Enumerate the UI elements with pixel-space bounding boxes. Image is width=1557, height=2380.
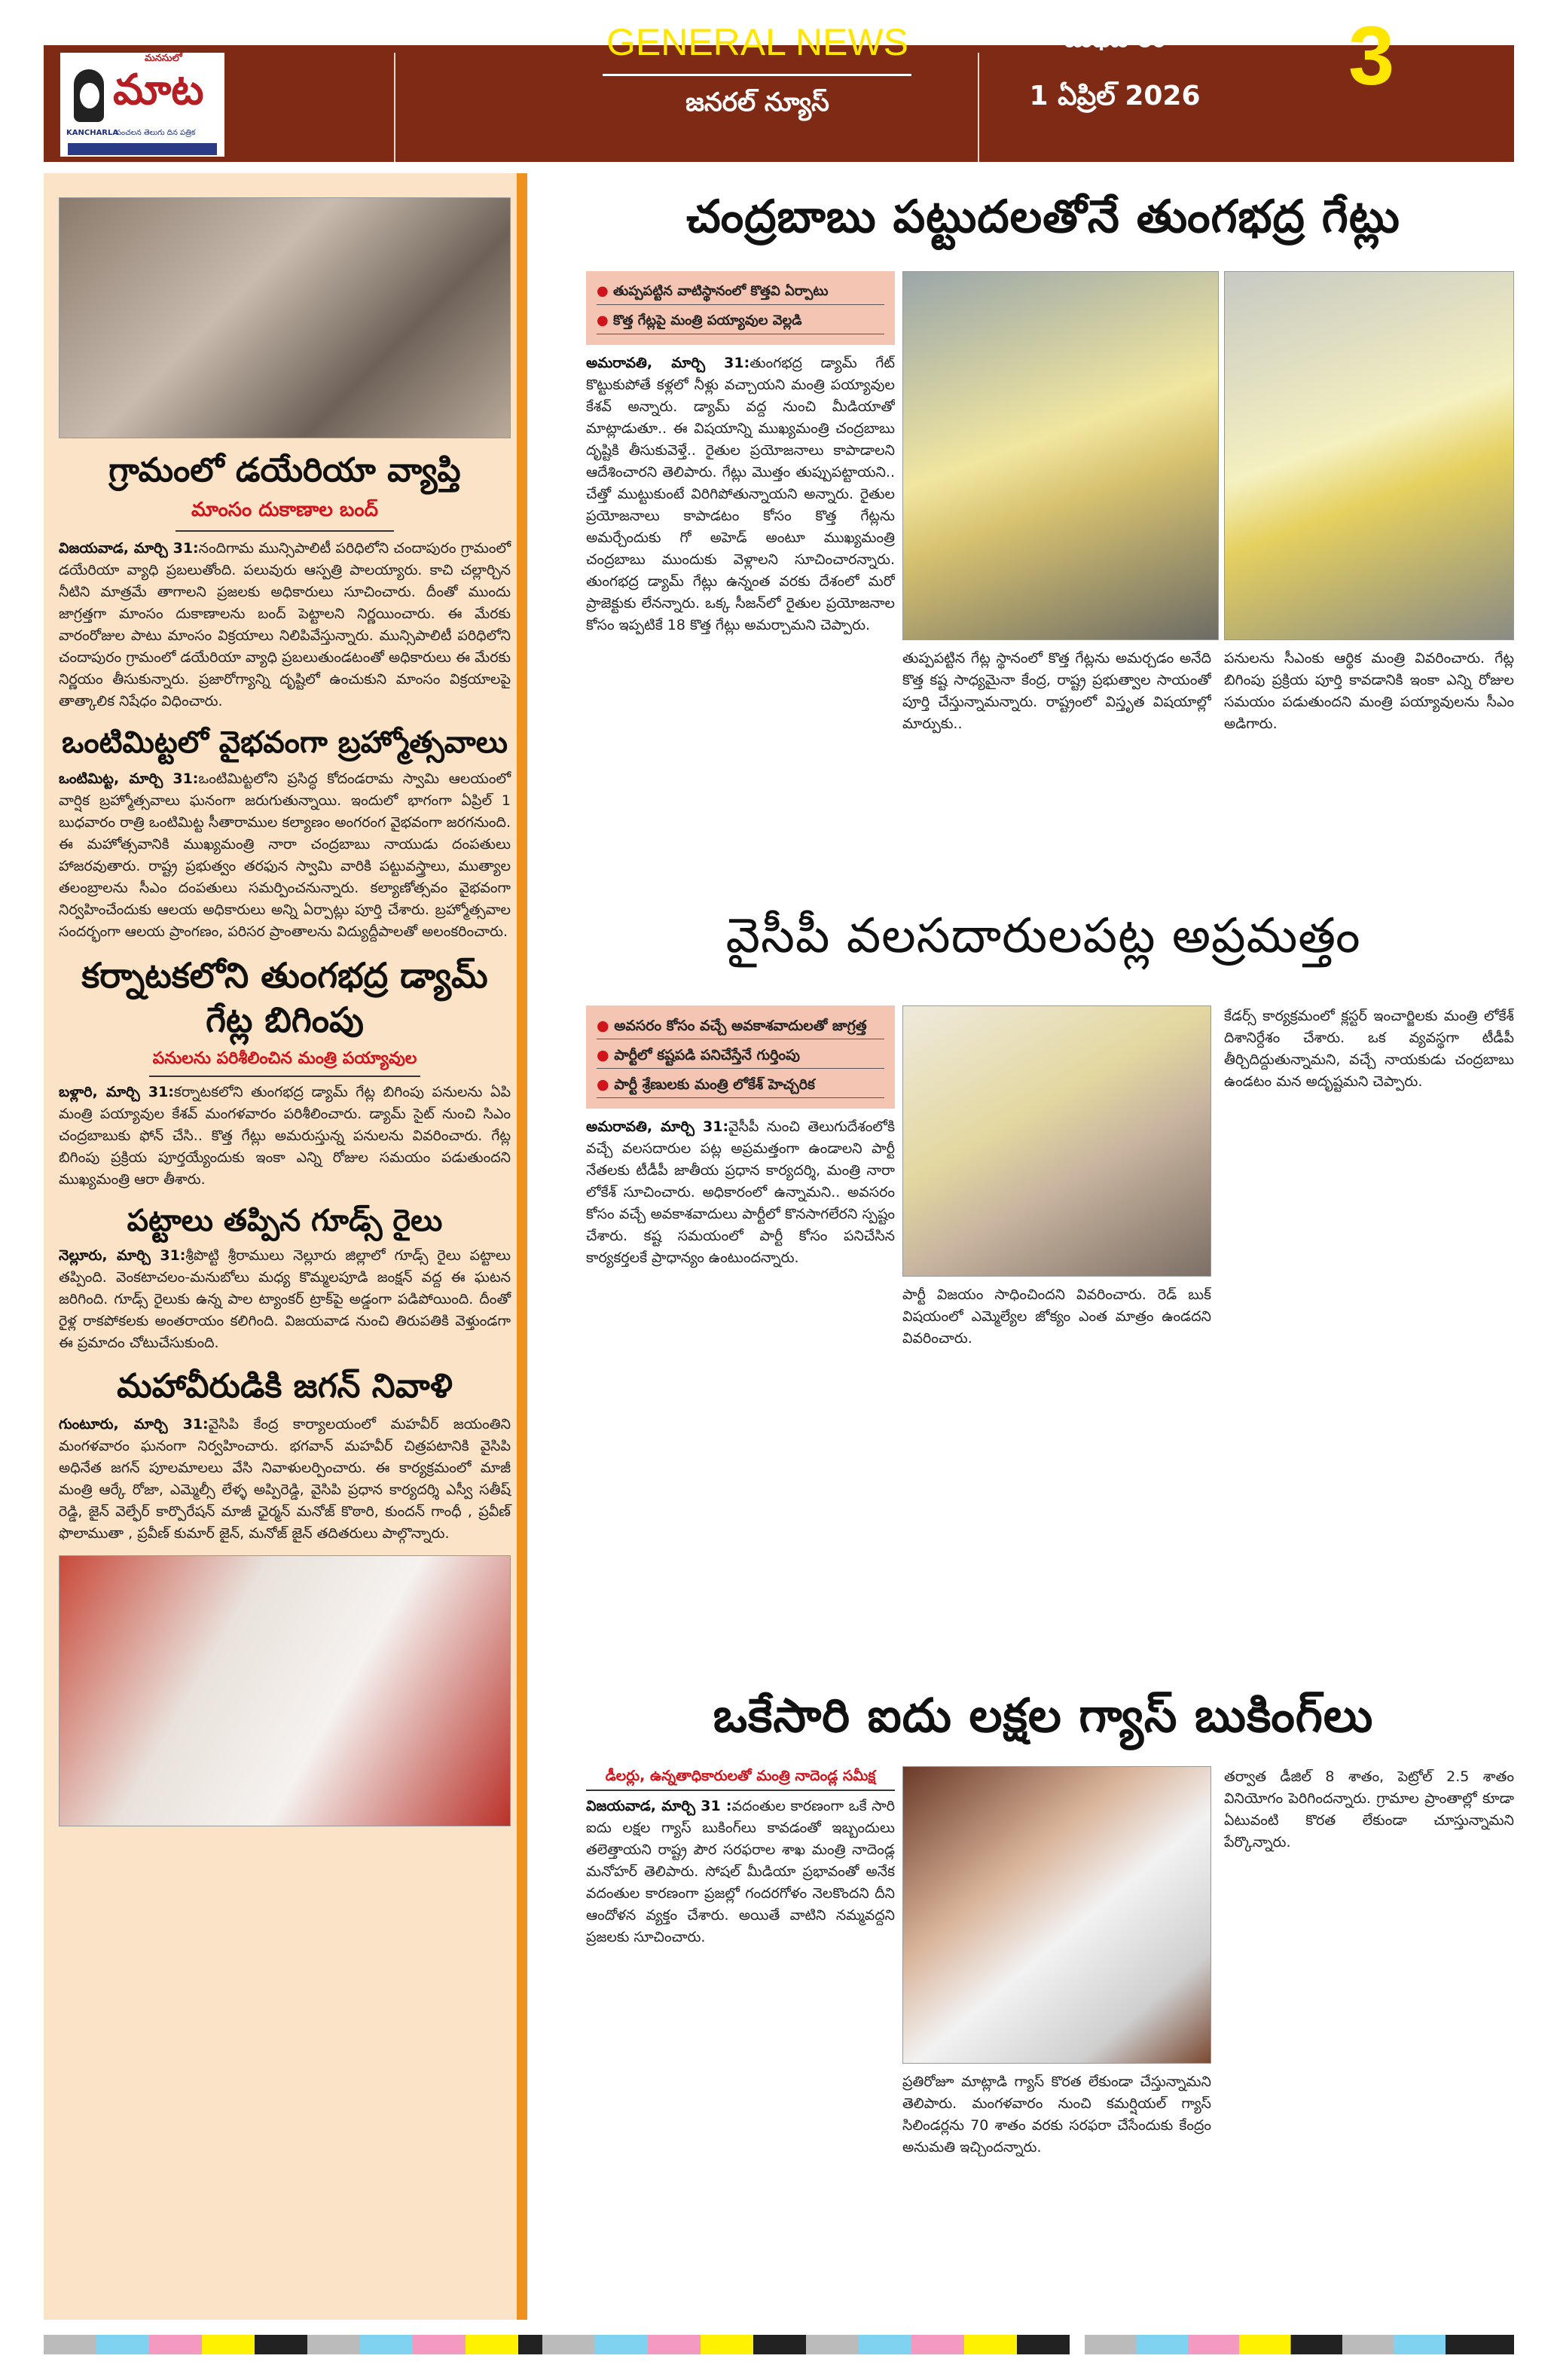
subheadline: మాంసం దుకాణాల బంద్ xyxy=(191,499,378,522)
newspaper-logo[interactable] xyxy=(60,53,224,157)
story2-text xyxy=(586,1005,895,1661)
story2-highlights xyxy=(586,1005,895,1109)
section-rule xyxy=(603,74,911,76)
story1-highlights xyxy=(586,271,895,345)
section-title-en: GENERAL NEWS xyxy=(606,21,908,63)
issue-date: 1 ఏప్రిల్ 2026 xyxy=(1029,81,1201,111)
dateline: బళ్లారి, మార్చి 31: xyxy=(59,1083,174,1100)
article-body: కర్నాటకలోని తుంగభద్ర డ్యామ్ గేట్ల బిగింపు పనులను ఏపి మంత్రి పయ్యావుల కేశవ్ మంగళవారం పరిశీలించారు. డ్యామ్ సైట్ నుంచి సిఎం చంద్రబాబుకు ఫోన్ చేసి.. కొత్త గేట్లు అమరుస్తున్న పనులను వివరించారు. గేట్ల బిగింపు ప్రక్రియ పూర్తయ్యేందుకు ఇంకా ఎన్ని రోజుల సమయం పడుతుందని ముఖ్యమంత్రి ఆరా తీశారు. xyxy=(59,1083,511,1188)
rule xyxy=(176,530,394,532)
headline-story3: ఒకేసారి ఐదు లక్షల గ్యాస్ బుకింగ్‌లు xyxy=(713,1688,1374,1743)
left-column-flow xyxy=(59,197,511,1826)
divider xyxy=(394,53,395,162)
article-mahavir xyxy=(59,1365,511,1545)
article-body: వైసిపి కేంద్ర కార్యాలయంలో మహవీర్ జయంతిని మంగళవారం ఘనంగా నిర్వహించారు. భగవాన్ మహవీర్ చిత్రపటానికి వైసిపి అధినేత జగన్ పూలమాలలు వేసి నివాళులర్పించారు. ఈ కార్యక్రమంలో మాజీ మంత్రి ఆర్కే రోజా, ఎమ్మెల్సీ లేళ్ళ అప్పిరెడ్డి, వైసిపి ప్రధాన కార్యదర్శి ఎస్వీ సతీష్ రెడ్డి, జైన్ వెల్ఫేర్ కార్పొరేషన్ మాజీ ఛైర్మన్ మనోజ్ కొఠారి, కుందన్ గాంధీ , ప్రవీణ్ ఫొలాముతా , ప్రవీణ్ కుమార్ జైన్, మనోజ్ జైన్ తదితరులు పాల్గొన్నారు. xyxy=(59,1416,511,1542)
article-body: తుంగభద్ర డ్యామ్ గేట్ కొట్టుకుపోతే కళ్లలో నీళ్లు వచ్చాయని మంత్రి పయ్యావుల కేశవ్ అన్నారు. డ్యామ్ వద్ద నుంచి మీడియాతో మాట్లాడుతూ.. ఈ విషయాన్ని ముఖ్యమంత్రి చంద్రబాబు దృష్టికి తీసుకువెళ్తే.. రైతుల ప్రయోజనాలు కాపాడాలని ఆదేశించారని తెలిపారు. గేట్లు మొత్తం తుప్పుపట్టాయని.. చేత్తో ముట్టుకుంటే విరిగిపోతున్నాయని అన్నారు. రైతుల ప్రయోజనాలు కాపాడటం కోసం కొత్త గేట్లను అమర్చేందుకు గో అహెడ్ అంటూ ముఖ్యమంత్రి చంద్రబాబు ముందుకు వెళ్లాలని సూచించారన్నారు. తుంగభద్ర డ్యామ్ గేట్లు ఉన్నంత వరకు దేశంలో మరో ప్రాజెక్టుకు లేనన్నారు. ఒక్క సీజన్‌లో రైతుల ప్రయోజనాల కోసం ఇప్పటికే 18 కొత్త గేట్లు అమర్చామని చెప్పారు. xyxy=(586,355,895,633)
headline: పట్టాలు తప్పిన గూడ్స్ రైలు xyxy=(127,1203,443,1238)
article-photo-chicken-notice xyxy=(59,197,511,438)
rule xyxy=(586,1790,895,1791)
highlight: ● తుప్పపట్టిన వాటిస్థానంలో కొత్తవి ఏర్పాటు xyxy=(597,279,884,305)
story1-photo-minister xyxy=(902,271,1219,640)
story3-photo-nadendla xyxy=(902,1766,1211,2064)
highlight: ● అవసరం కోసం వచ్చే అవకాశవాదులతో జాగ్రత్త xyxy=(597,1013,884,1039)
article-body: ప్రతిరోజూ మాట్లాడి గ్యాస్ కొరత లేకుండా చేస్తున్నామని తెలిపారు. మంగళవారం నుంచి కమర్షియల్ గ్యాస్ సిలిండర్లను 70 శాతం వరకు సరఫరా చేసేందుకు కేంద్రం అనుమతి ఇచ్చిందన్నారు. xyxy=(902,2073,1211,2156)
story3-text xyxy=(586,1766,895,2320)
highlight: ● కొత్త గేట్లపై మంత్రి పయ్యావుల వెల్లడి xyxy=(597,308,884,334)
story2-body xyxy=(586,1116,895,1269)
rule xyxy=(149,1076,420,1077)
dateline: విజయవాడ, మార్చి 31: xyxy=(59,539,199,557)
founder-portrait-icon xyxy=(74,69,104,122)
headline: మహావీరుడికి జగన్ నివాళి xyxy=(117,1366,453,1405)
article-body: వదంతుల కారణంగా ఒకే సారి ఐదు లక్షల గ్యాస్ బుకింగ్‌లు కావడంతో ఇబ్బందులు తలెత్తాయని రాష్ట్ర పౌర సరఫరాల శాఖ మంత్రి నాదెండ్ల మనోహర్ తెలిపారు. సోషల్ మీడియా ప్రభావంతో అనేక వదంతుల కారణంగా ప్రజల్లో గందరగోళం నెలకొందని దీని ఆందోళన వ్యక్తం చేశారు. అయితే వాటిని నమ్మవద్దని ప్రజలకు సూచించారు. xyxy=(586,1797,895,1945)
headline: ఒంటిమిట్టలో వైభవంగా బ్రహ్మోత్సవాలు xyxy=(62,725,508,760)
story1-body-col2 xyxy=(902,648,1211,874)
logo-bar xyxy=(68,143,217,155)
dateline: విజయవాడ, మార్చి 31 : xyxy=(586,1797,732,1814)
headline-story1: చంద్రబాబు పట్టుదలతోనే తుంగభద్ర గేట్లు xyxy=(686,191,1400,243)
story2-photo-lokesh xyxy=(902,1005,1211,1277)
page-number: 3 xyxy=(1348,10,1395,102)
logo-title: మాట xyxy=(113,65,204,114)
article-body: శ్రీపొట్టి శ్రీరాములు నెల్లూరు జిల్లాలో గూడ్స్ రైలు పట్టాలు తప్పింది. వెంకటాచలం-మనుబోలు మధ్య కొమ్మలపూడి జంక్షన్ వద్ద ఈ ఘటన జరిగింది. గూడ్స్ రైలుకు ఉన్న పాల ట్యాంకర్ ట్రాక్‌పై అడ్డంగా పడిపోయింది. దీంతో రైళ్ల రాకపోకలకు అంతరాయం కలిగింది. విజయవాడ నుంచి తిరుపతికి వెళ్తుండగా ఈ ప్రమాదం చోటుచేసుకుంది. xyxy=(59,1246,511,1351)
article-tungabhadra-gates xyxy=(59,954,511,1191)
headline: కర్నాటకలోని తుంగభద్ర డ్యామ్ గేట్ల బిగింపు xyxy=(81,954,488,1041)
article-body: తుప్పపట్టిన గేట్ల స్థానంలో కొత్త గేట్లను అమర్చడం అనేది కొత్త కష్ట సాధ్యమైనా కేంద్ర, రాష్ట్ర ప్రభుత్వాల సాయంతో పూర్తి చేస్తున్నామన్నారు. రాష్ట్రంలో విస్తృత విషయాల్లో మార్పుకు.. xyxy=(902,650,1211,732)
headline-story2: వైసీపీ వలసదారులపట్ల అప్రమత్తం xyxy=(725,908,1361,964)
color-bar-left xyxy=(44,2335,571,2354)
article-diarrhea xyxy=(59,449,511,712)
subheadline: పనులను పరిశీలించిన మంత్రి పయ్యావుల xyxy=(152,1049,417,1069)
story3-body-col3 xyxy=(1224,1766,1514,2320)
dateline: అమరావతి, మార్చి 31: xyxy=(586,355,750,371)
color-bar-middle xyxy=(542,2335,1070,2354)
dateline: ఒంటిమిట్ట, మార్చి 31: xyxy=(59,770,199,787)
article-body: ఒంటిమిట్టలోని ప్రసిద్ధ కోదండరామ స్వామి ఆలయంలో వార్షిక బ్రహ్మోత్సవాలు ఘనంగా జరుగుతున్నాయి. ఇందులో భాగంగా ఏప్రిల్ 1 బుధవారం రాత్రి ఒంటిమిట్ట సీతారాముల కల్యాణం అంగరంగ వైభవంగా జరగనుంది. ఈ మహోత్సవానికి ముఖ్యమంత్రి నారా చంద్రబాబు నాయుడు దంపతులు హాజరవుతారు. రాష్ట్ర ప్రభుత్వం తరఫున స్వామి వారికి పట్టువస్త్రాలు, ముత్యాల తలంబ్రాలను సీఎం దంపతులు సమర్పించనున్నారు. కల్యాణోత్సవం వైభవంగా నిర్వహించేందుకు ఆలయ అధికారులు అన్ని ఏర్పాట్లు పూర్తి చేశారు. బ్రహ్మోత్సవాల సందర్భంగా ఆలయ ప్రాంగణం, పరిసర ప్రాంతాలను విద్యుద్దీపాలతో అలంకరించారు. xyxy=(59,770,511,940)
article-body: వైసీపీ నుంచి తెలుగుదేశంలోకి వచ్చే వలసదారుల పట్ల అప్రమత్తంగా ఉండాలని పార్టీ నేతలకు టీడీపీ జాతీయ ప్రధాన కార్యదర్శి, మంత్రి నారా లోకేశ్ సూచించారు. అధికారంలో ఉన్నామని.. అవసరం కోసం వచ్చే అవకాశవాదులు పార్టీలో కొనసాగలేరని స్పష్టం చేశారు. కష్ట సమయంలో పార్టీ కోసం పనిచేసిన కార్యకర్తలకే ప్రాధాన్యం ఉంటుందన్నారు. xyxy=(586,1118,895,1266)
article-body: నందిగామ మున్సిపాలిటీ పరిధిలోని చందాపురం గ్రామంలో డయేరియా వ్యాధి ప్రబలుతోంది. పలువురు ఆస్పత్రి పాలయ్యారు. కాచి చల్లార్చిన నీటిని మాత్రమే తాగాలని ప్రజలకు అధికారులు సూచించారు. దీంతో ముందు జాగ్రత్తగా మాంసం దుకాణాలను బంద్ పెట్టాలని నిర్ణయించారు. ఈ మేరకు వారంరోజుల పాటు మాంసం విక్రయాలు నిలిపివేస్తున్నారు. మున్సిపాలిటీ పరిధిలోని చందాపురం గ్రామంలో డయేరియా వ్యాధి ప్రబలుతుండటంతో అధికారులు ఈ మేరకు నిర్ణయం తీసుకున్నారు. ప్రజారోగ్యాన్ని దృష్టిలో ఉంచుకుని మాంసం విక్రయాలపై తాత్కాలిక నిషేధం విధించారు. xyxy=(59,539,511,709)
article-body: తర్వాత డీజిల్ 8 శాతం, పెట్రోల్ 2.5 శాతం వినియోగం పెరిగిందన్నారు. గ్రామాల ప్రాంతాల్లో కూడా ఏటువంటి కొరత లేకుండా చూస్తున్నామని పేర్కొన్నారు. xyxy=(1224,1768,1514,1851)
story1-photo-inspection xyxy=(1224,271,1514,640)
article-goods-train xyxy=(59,1201,511,1354)
story2-body-col2 xyxy=(902,1284,1211,1661)
article-photo-jagan-tribute xyxy=(59,1555,511,1826)
story3-body-col2 xyxy=(902,2071,1211,2320)
logo-small-text: మనసులో xyxy=(145,53,182,64)
color-bar-right xyxy=(1085,2335,1514,2354)
dateline: నెల్లూరు, మార్చి 31: xyxy=(59,1246,186,1264)
story1-body xyxy=(586,352,895,636)
article-body: పార్టీ విజయం సాధించిందని వివరించారు. రెడ్ బుక్ విషయంలో ఎమ్మెల్యేల జోక్యం ఎంత మాత్రం ఉండదని వివరించారు. xyxy=(902,1286,1211,1347)
divider xyxy=(978,53,979,162)
article-ontimitta xyxy=(59,723,511,943)
weekday: బుధవారం xyxy=(1064,23,1166,53)
article-body: కేడర్స్ కార్యక్రమంలో క్లస్టర్ ఇంచార్జిలకు మంత్రి లోకేశ్ దిశానిర్దేశం చేశారు. ఒక వ్యవస్థగా టీడీపీ తీర్చిదిద్దుతున్నామని, వచ్చే నాయకుడు చంద్రబాబు ఉండటం మన అదృష్టమని చెప్పారు. xyxy=(1224,1008,1514,1090)
highlight: ● పార్టీలో కష్టపడి పనిచేస్తేనే గుర్తింపు xyxy=(597,1042,884,1069)
story1-text xyxy=(586,271,895,874)
dateline: గుంటూరు, మార్చి 31: xyxy=(59,1416,209,1433)
logo-brand: KANCHARLA xyxy=(66,129,119,137)
dateline: అమరావతి, మార్చి 31: xyxy=(586,1118,729,1135)
subheadline: డీలర్లు, ఉన్నతాధికారులతో మంత్రి నాదెండ్ల సమీక్ష xyxy=(605,1768,876,1784)
logo-tagline: సంచలన తెలుగు దిన పత్రిక xyxy=(116,129,196,137)
article-body: పనులను సీఎంకు ఆర్థిక మంత్రి వివరించారు. గేట్ల బిగింపు ప్రక్రియ పూర్తి కావడానికి ఇంకా ఎన్ని రోజుల సమయం పడుతుందని మంత్రి పయ్యావులను సీఎం అడిగారు. xyxy=(1224,650,1514,732)
section-title-te: జనరల్ న్యూస్ xyxy=(685,87,829,117)
story1-body-col3 xyxy=(1224,648,1514,874)
headline: గ్రామంలో డయేరియా వ్యాప్తి xyxy=(108,451,461,490)
story2-body-col3 xyxy=(1224,1005,1514,1661)
highlight: ● పార్టీ శ్రేణులకు మంత్రి లోకేశ్ హెచ్చరిక xyxy=(597,1072,884,1098)
